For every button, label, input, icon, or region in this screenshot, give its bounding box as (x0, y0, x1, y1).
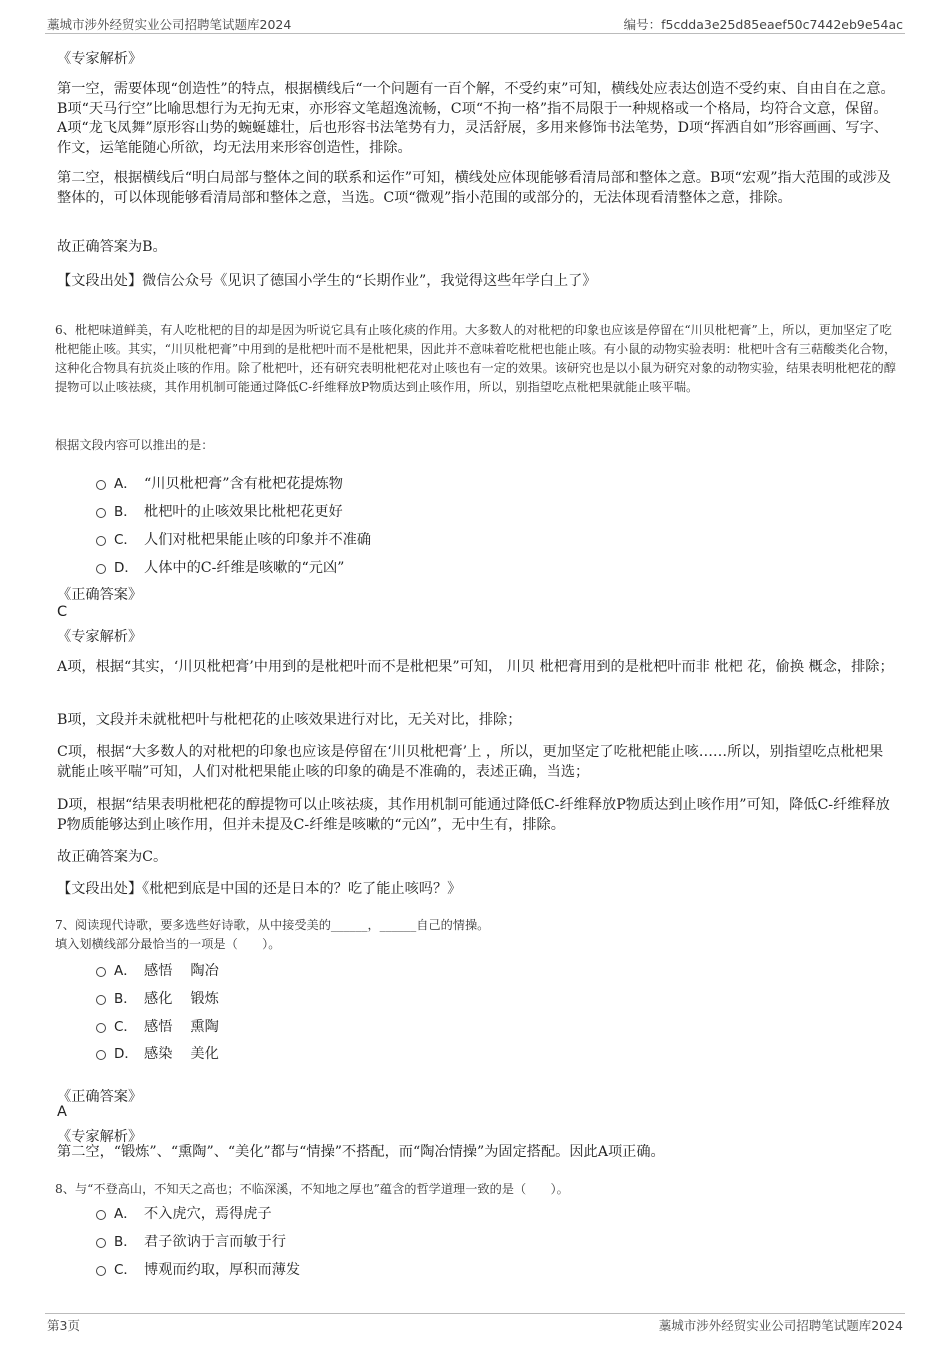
q5-conclusion: 故正确答案为B。 (57, 239, 167, 255)
q6-answer-label: 《正确答案》 (57, 587, 143, 603)
q8-option-b[interactable]: B． 君子欲讷于言而敏于行 (96, 1230, 286, 1250)
q7-option-d[interactable]: D． 感染 美化 (96, 1042, 219, 1062)
page-number: 第3页 (47, 1318, 80, 1333)
q6-option-b[interactable]: B． 枇杷叶的止咳效果比枇杷花更好 (96, 500, 343, 520)
q6-analysis-a: A项，根据“其实，‘川贝枇杷膏’中用到的是枇杷叶而不是枇杷果”可知， 川贝 枇杷膏用到的是枇杷叶而非 枇杷 花，偷换 概念，排除； (57, 659, 894, 675)
q7-option-c[interactable]: C． 感悟 熏陶 (96, 1015, 219, 1035)
q6-analysis-b: B项，文段并未就枇杷叶与枇杷花的止咳效果进行对比，无关对比，排除； (57, 712, 522, 728)
radio-icon[interactable] (96, 967, 106, 977)
radio-icon[interactable] (96, 995, 106, 1005)
q6-answer: C (57, 604, 68, 620)
q7-option-b[interactable]: B． 感化 锻炼 (96, 987, 219, 1007)
radio-icon[interactable] (96, 508, 106, 518)
q6-prompt: 根据文段内容可以推出的是： (55, 438, 214, 452)
radio-icon[interactable] (96, 536, 106, 546)
q6-option-a[interactable]: A． “川贝枇杷膏”含有枇杷花提炼物 (96, 472, 343, 492)
radio-icon[interactable] (96, 1050, 106, 1060)
q6-source: 【文段出处】《枇杷到底是中国的还是日本的？吃了能止咳吗？》 (57, 881, 462, 897)
q7-answer-label: 《正确答案》 (57, 1089, 143, 1105)
q5-source: 【文段出处】微信公众号《见识了德国小学生的“长期作业”，我觉得这些年学白上了》 (57, 273, 597, 289)
q6-option-c[interactable]: C． 人们对枇杷果能止咳的印象并不准确 (96, 528, 371, 548)
q6-analysis-d: D项，根据“结果表明枇杷花的醇提物可以止咳祛痰，其作用机制可能通过降低C-纤维释放P物质达到止咳作用”可知，降低C-纤维释放P物质能够达到止咳作用，但并未提及C-纤维是咳嗽的“元凶”，无中生有，排除。 (57, 797, 890, 833)
radio-icon[interactable] (96, 480, 106, 490)
q7-stem: 7、阅读现代诗歌，要多选些好诗歌，从中接受美的______，______自己的情操。 (55, 918, 490, 932)
q6-stem: 6、枇杷味道鲜美，有人吃枇杷的目的却是因为听说它具有止咳化痰的作用。大多数人的对枇杷的印象也应该是停留在“川贝枇杷膏”上，所以，更加坚定了吃枇杷能止咳。其实，“川贝枇杷膏”中用到的是枇杷叶而不是枇杷果，因此并不意味着吃枇杷也能止咳。有小鼠的动物实验表明：枇杷叶含有三萜酸类化合物，这种化合物具有抗炎止咳的作用。除了枇杷叶，还有研究表明枇杷花对止咳也有一定的效果。该研究也是以小鼠为研究对象的动物实验，结果表明枇杷花的醇提物可以止咳祛痰，其作用机制可能通过降低C-纤维释放P物质达到止咳作用，所以，别指望吃点枇杷果就能止咳平喘。 (55, 323, 897, 394)
q7-analysis: 第二空，“锻炼”、“熏陶”、“美化”都与“情操”不搭配，而“陶冶情操”为固定搭配。因此A项正确。 (57, 1144, 665, 1160)
q5-expert-label: 《专家解析》 (57, 51, 143, 67)
q6-analysis-c: C项，根据“大多数人的对枇杷的印象也应该是停留在‘川贝枇杷膏’上 ，所以，更加坚定了吃枇杷能止咳……所以，别指望吃点枇杷果就能止咳平喘”可知，人们对枇杷果能止咳的印象的确是不准确的，表述正确，当选； (57, 744, 884, 780)
q7-option-a[interactable]: A． 感悟 陶冶 (96, 959, 219, 979)
radio-icon[interactable] (96, 1238, 106, 1248)
q8-stem: 8、与“不登高山，不知天之高也；不临深溪，不知地之厚也”蕴含的哲学道理一致的是（ ）。 (55, 1182, 569, 1196)
q6-option-d[interactable]: D． 人体中的C-纤维是咳嗽的“元凶” (96, 556, 344, 576)
page-header (45, 13, 905, 34)
q8-option-c[interactable]: C． 博观而约取，厚积而薄发 (96, 1258, 300, 1278)
q7-expert-label: 《专家解析》 (57, 1129, 143, 1145)
q8-option-a[interactable]: A． 不入虎穴，焉得虎子 (96, 1202, 272, 1222)
radio-icon[interactable] (96, 564, 106, 574)
radio-icon[interactable] (96, 1023, 106, 1033)
q7-answer: A (57, 1104, 67, 1120)
footer-title: 藁城市涉外经贸实业公司招聘笔试题库2024 (658, 1318, 903, 1333)
header-title: 藁城市涉外经贸实业公司招聘笔试题库2024 (47, 17, 292, 32)
q5-analysis-p1: 第一空，需要体现“创造性”的特点，根据横线后“一个问题有一百个解，不受约束”可知，横线处应表达创造不受约束、自由自在之意。B项“天马行空”比喻思想行为无拘无束，亦形容文笔超逸流畅，C项“不拘一格”指不局限于一种规格或一个格局，均符合文意，保留。A项“龙飞凤舞”原形容山势的蜿蜒雄壮，后也形容书法笔势有力，灵活舒展，多用来修饰书法笔势，D项“挥洒自如”形容画画、写字、作文，运笔能随心所欲，均无法用来形容创造性，排除。 (57, 81, 895, 156)
q5-analysis-p2: 第二空，根据横线后“明白局部与整体之间的联系和运作”可知，横线处应体现能够看清局部和整体之意。B项“宏观”指大范围的或涉及整体的，可以体现能够看清局部和整体之意，当选。C项“微观”指小范围的或部分的，无法体现看清整体之意，排除。 (57, 170, 891, 206)
q7-prompt: 填入划横线部分最恰当的一项是（ ）。 (55, 937, 281, 951)
header-serial-number: 编号：f5cdda3e25d85eaef50c7442eb9e54ac (623, 17, 903, 32)
page-footer (45, 1313, 905, 1337)
radio-icon[interactable] (96, 1266, 106, 1276)
radio-icon[interactable] (96, 1210, 106, 1220)
q6-expert-label: 《专家解析》 (57, 629, 143, 645)
q6-conclusion: 故正确答案为C。 (57, 849, 168, 865)
